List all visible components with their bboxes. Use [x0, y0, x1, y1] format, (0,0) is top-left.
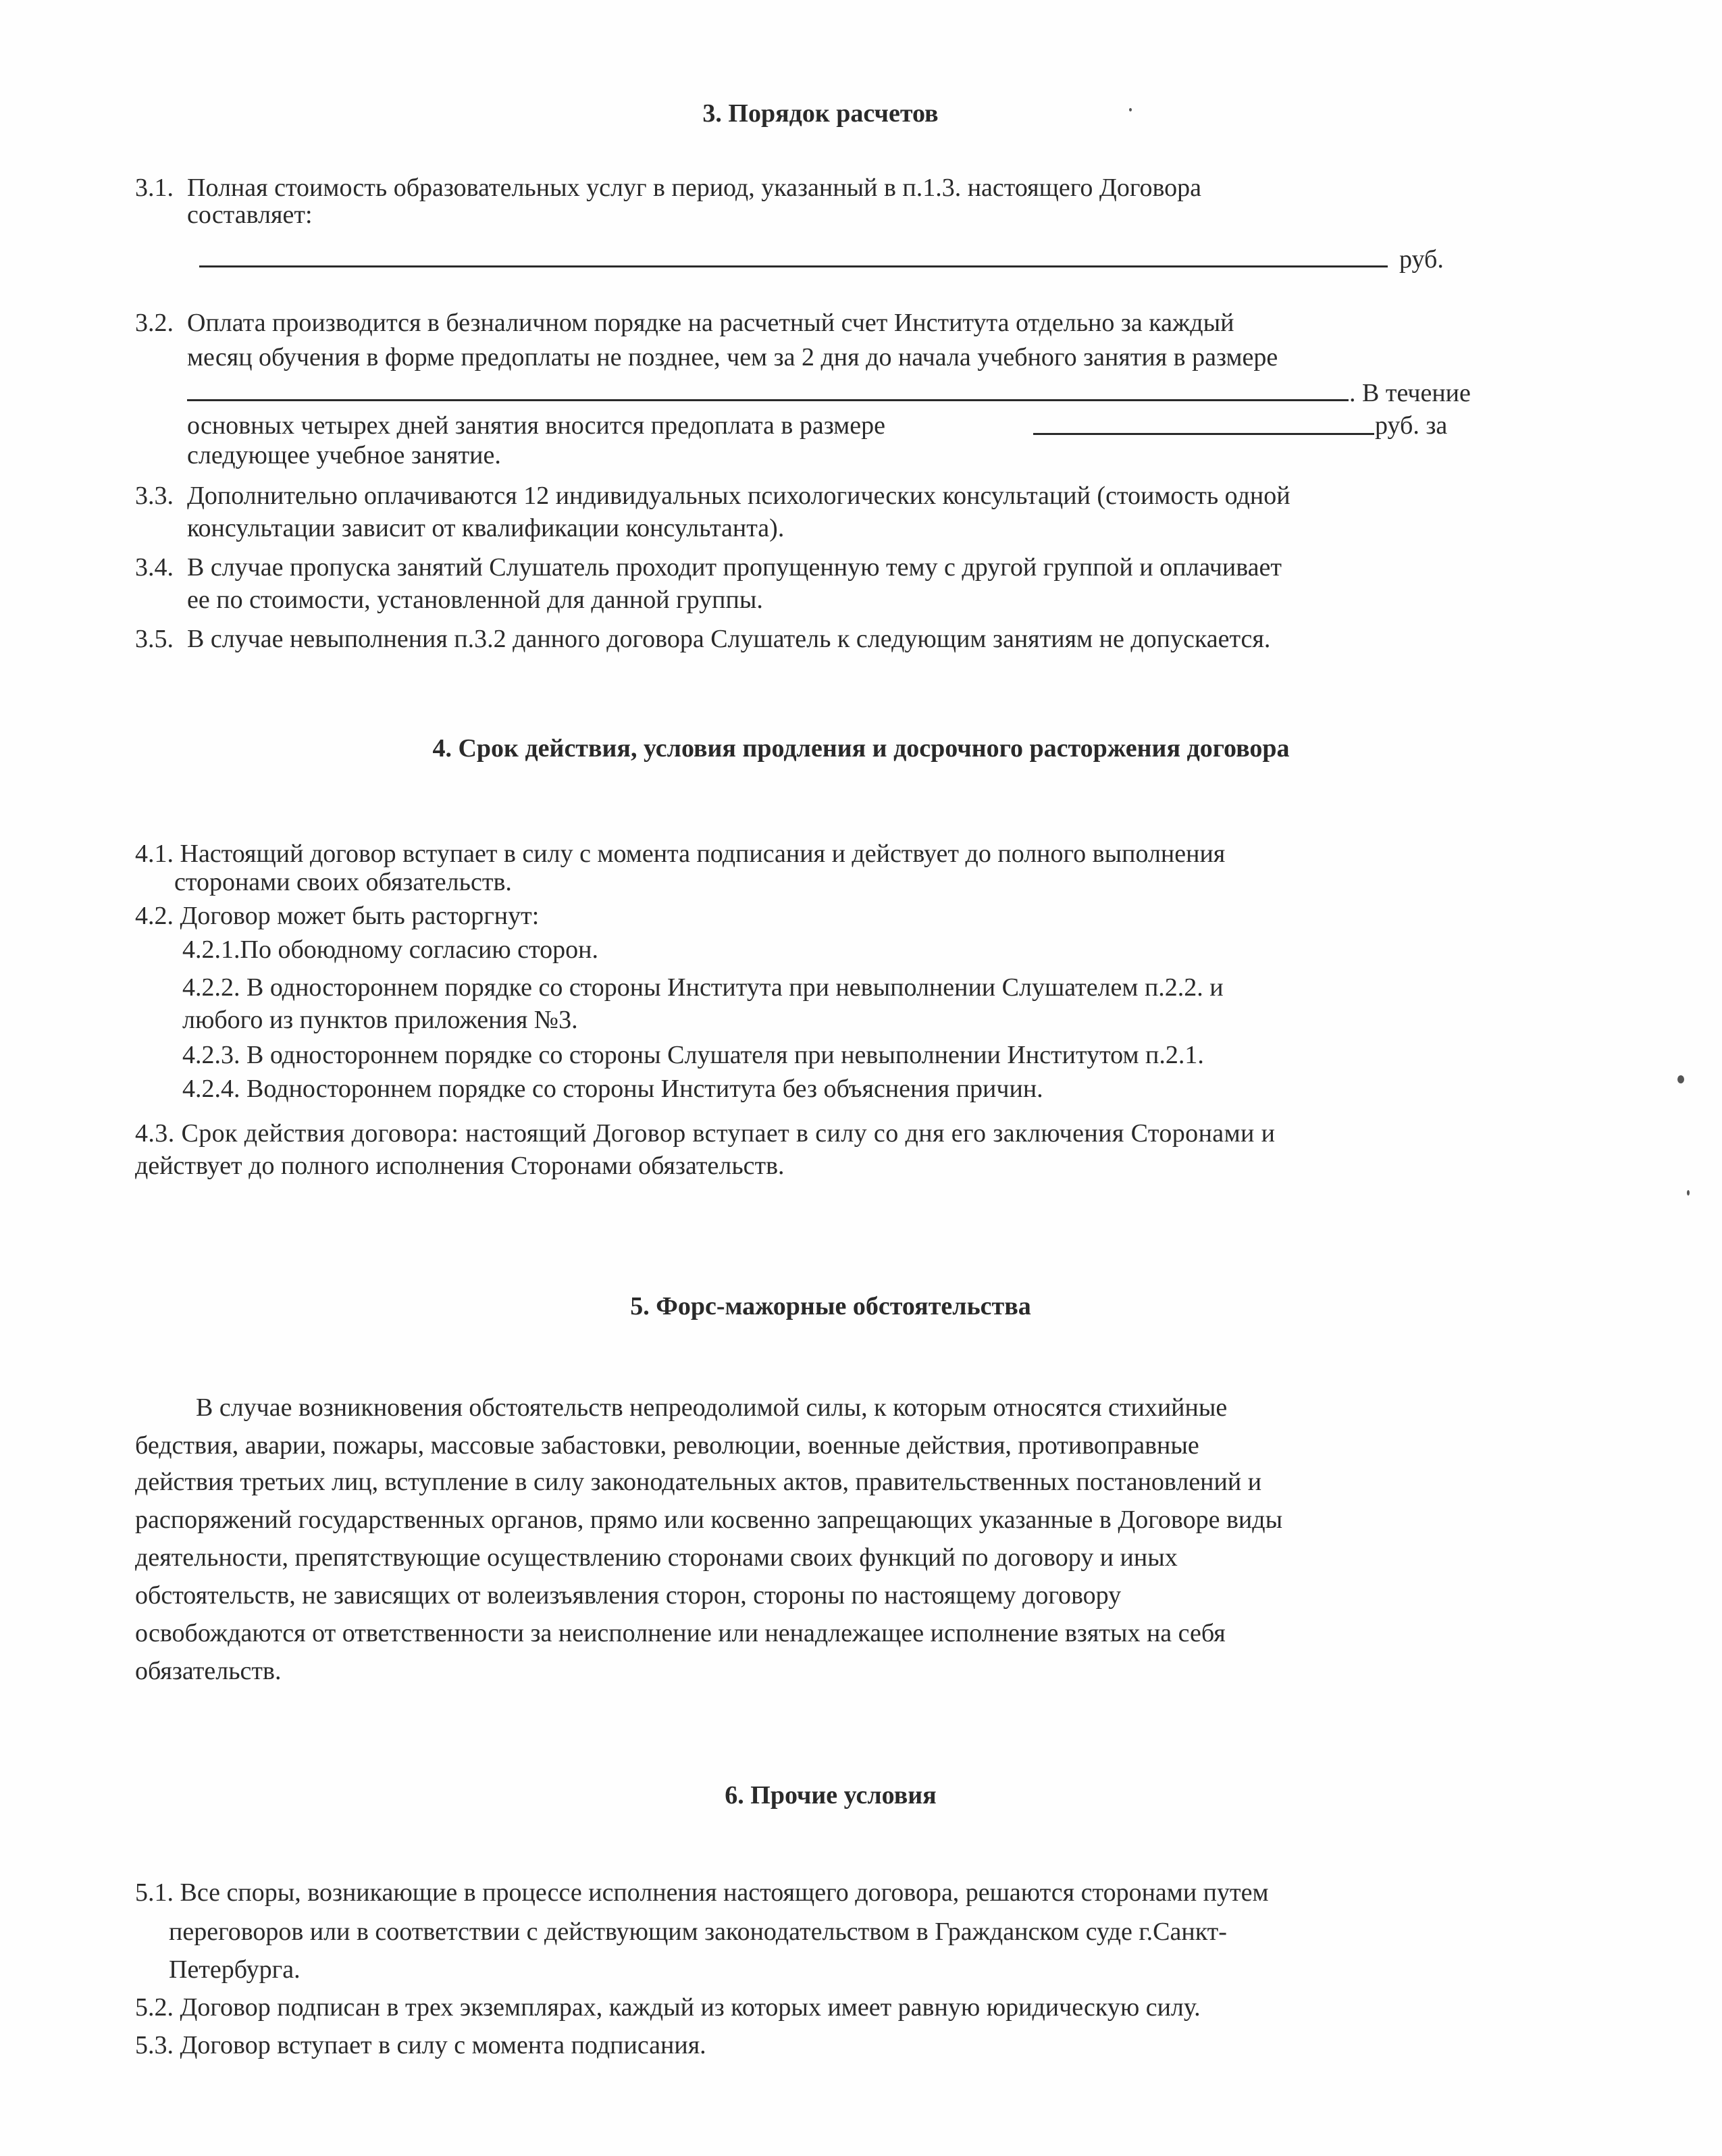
- clause-text: консультации зависит от квалификации консультанта).: [187, 514, 785, 542]
- clause-text: ее по стоимости, установленной для данной группы.: [187, 586, 763, 614]
- paragraph-line: бедствия, аварии, пожары, массовые забастовки, революции, военные действия, противоправные: [135, 1431, 1199, 1460]
- clause-text: составляет:: [187, 201, 313, 229]
- clause-4-2-3: 4.2.3. В одностороннем порядке со стороны Слушателя при невыполнении Институтом п.2.1.: [182, 1041, 1204, 1069]
- paragraph-line: действия третьих лиц, вступление в силу законодательных актов, правительственных постановлений и: [135, 1468, 1262, 1496]
- clause-number: 3.2.: [135, 309, 174, 337]
- scan-speck: [1687, 1190, 1690, 1196]
- paragraph-line: деятельности, препятствующие осуществлению сторонами своих функций по договору и иных: [135, 1543, 1178, 1572]
- scan-speck: [1129, 108, 1132, 111]
- clause-text: В случае пропуска занятий Слушатель проходит пропущенную тему с другой группой и оплачивает: [187, 553, 1282, 582]
- clause-number: 3.4.: [135, 553, 174, 582]
- clause-text: действует до полного исполнения Сторонами обязательств.: [135, 1152, 785, 1180]
- clause-text: месяц обучения в форме предоплаты не позднее, чем за 2 дня до начала учебного занятия в размере: [187, 343, 1278, 371]
- paragraph-line: обстоятельств, не зависящих от волеизъявления сторон, стороны по настоящему договору: [135, 1581, 1122, 1610]
- section-6-heading: 6. Прочие условия: [725, 1781, 937, 1810]
- clause-text: 4.3. Срок действия договора: настоящий Договор вступает в силу со дня его заключения Сторонами и: [135, 1119, 1276, 1148]
- clause-text: Оплата производится в безналичном порядке на расчетный счет Института отдельно за каждый: [187, 309, 1234, 337]
- clause-text: основных четырех дней занятия вносится предоплата в размере: [187, 411, 885, 440]
- clause-5-2: 5.2. Договор подписан в трех экземплярах, каждый из которых имеет равную юридическую силу.: [135, 1993, 1201, 2022]
- clause-5-3: 5.3. Договор вступает в силу с момента подписания.: [135, 2031, 706, 2059]
- prepayment-blank-line[interactable]: [187, 378, 1349, 408]
- paragraph-line: освобождаются от ответственности за неисполнение или ненадлежащее исполнение взятых на себя: [135, 1619, 1226, 1647]
- clause-4-2: 4.2. Договор может быть расторгнут:: [135, 902, 540, 930]
- clause-text: Петербурга.: [169, 1955, 301, 1984]
- clause-text: переговоров или в соответствии с действующим законодательством в Гражданском суде г.Санкт-: [169, 1918, 1227, 1946]
- clause-text: сторонами своих обязательств.: [174, 868, 512, 896]
- clause-text: 4.1. Настоящий договор вступает в силу с момента подписания и действует до полного выполнения: [135, 840, 1226, 868]
- clause-text: В случае невыполнения п.3.2 данного договора Слушатель к следующим занятиям не допускается.: [187, 625, 1271, 653]
- clause-text: руб. за: [1375, 411, 1448, 440]
- paragraph-line: распоряжений государственных органов, прямо или косвенно запрещающих указанные в Договоре виды: [135, 1506, 1283, 1534]
- clause-text: любого из пунктов приложения №3.: [182, 1006, 578, 1034]
- amount-blank-line[interactable]: [199, 245, 1388, 274]
- clause-text: Полная стоимость образовательных услуг в период, указанный в п.1.3. настоящего Договора: [187, 174, 1202, 202]
- clause-text: 4.2.2. В одностороннем порядке со стороны Института при невыполнении Слушателем п.2.2. и: [182, 973, 1224, 1002]
- scan-speck: [1677, 1075, 1684, 1083]
- currency-label: руб.: [1399, 245, 1444, 274]
- clause-number: 3.5.: [135, 625, 174, 653]
- clause-4-2-4: 4.2.4. Водностороннем порядке со стороны Института без объяснения причин.: [182, 1075, 1043, 1103]
- paragraph-line: В случае возникновения обстоятельств непреодолимой силы, к которым относятся стихийные: [196, 1393, 1228, 1422]
- clause-number: 3.1.: [135, 174, 174, 202]
- clause-4-2-1: 4.2.1.По обоюдному согласию сторон.: [182, 935, 598, 964]
- clause-text: следующее учебное занятие.: [187, 441, 501, 469]
- clause-text: Дополнительно оплачиваются 12 индивидуальных психологических консультаций (стоимость одной: [187, 482, 1290, 510]
- section-5-heading: 5. Форс-мажорные обстоятельства: [630, 1292, 1031, 1320]
- clause-text: 5.1. Все споры, возникающие в процессе исполнения настоящего договора, решаются сторонами путем: [135, 1878, 1269, 1907]
- section-3-heading: 3. Порядок расчетов: [702, 99, 939, 128]
- prepayment-amount-blank[interactable]: [1033, 412, 1374, 442]
- clause-number: 3.3.: [135, 482, 174, 510]
- paragraph-line: обязательств.: [135, 1657, 282, 1685]
- clause-text: . В течение: [1349, 379, 1471, 407]
- section-4-heading: 4. Срок действия, условия продления и досрочного расторжения договора: [432, 734, 1290, 763]
